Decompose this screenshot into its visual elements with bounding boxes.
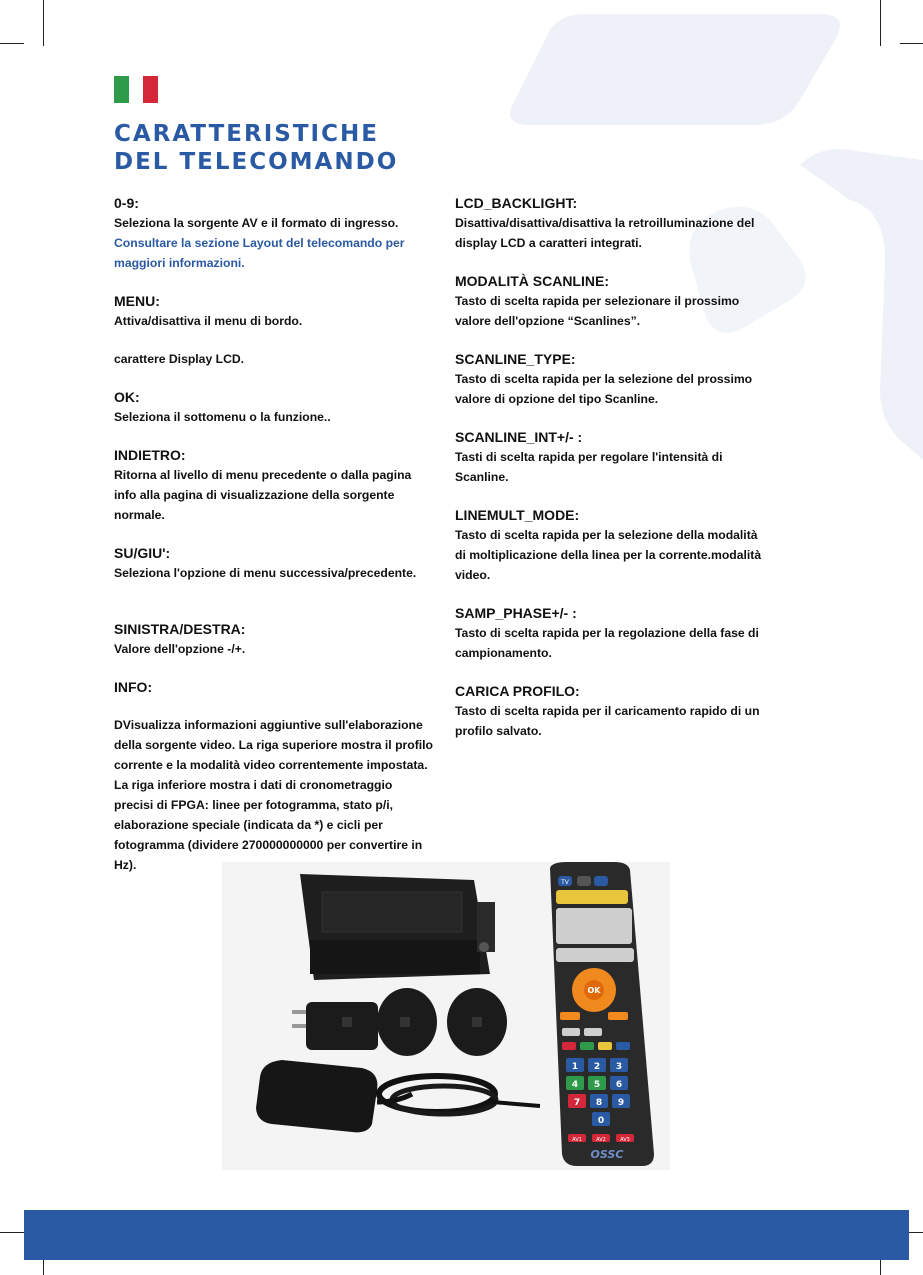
section-indietro (114, 445, 434, 525)
remote-av3-button: AV3 (620, 1137, 630, 1143)
section-text: Tasto di scelta rapida per la selezione della modalità di moltiplicazione della linea per la corrente.modalità video. (455, 528, 762, 582)
layout-reference-link[interactable]: Consultare la sezione Layout del telecomando per maggiori informazioni. (114, 236, 405, 270)
remote-key-3: 3 (615, 1062, 623, 1072)
section-su-giu (114, 543, 434, 583)
footer-bar (24, 1210, 909, 1260)
section-heading: OK: (114, 389, 140, 405)
section-heading: CARICA PROFILO: (455, 683, 580, 699)
product-illustration (222, 862, 670, 1170)
section-text: Seleziona l'opzione di menu successiva/precedente. (114, 566, 417, 580)
section-ok (114, 387, 434, 427)
section-heading: INFO: (114, 679, 153, 695)
section-samp-phase (455, 603, 765, 663)
remote-key-1: 1 (571, 1062, 579, 1072)
section-heading: LCD_BACKLIGHT: (455, 195, 578, 211)
right-column (455, 193, 765, 759)
section-sinistra-destra (114, 619, 434, 659)
crop-mark (0, 1232, 24, 1233)
section-modalita-scanline (455, 271, 765, 331)
section-heading: MENU: (114, 293, 160, 309)
remote-ok-button: OK (587, 986, 601, 995)
crop-mark (43, 0, 44, 46)
section-heading: 0-9: (114, 195, 139, 211)
section-text: Tasto di scelta rapida per la selezione del prossimo valore di opzione del tipo Scanline. (455, 372, 753, 406)
section-text: Seleziona il sottomenu o la funzione.. (114, 410, 331, 424)
section-heading: SCANLINE_INT+/- : (455, 429, 583, 445)
remote-key-7: 7 (573, 1098, 581, 1108)
section-0-9 (114, 193, 434, 273)
title-line-2: DEL TELECOMANDO (114, 149, 399, 175)
section-scanline-type (455, 349, 765, 409)
section-linemult-mode (455, 505, 765, 585)
remote-key-8: 8 (595, 1098, 603, 1108)
section-text: Seleziona la sorgente AV e il formato di ingresso. (114, 216, 399, 230)
section-text: Attiva/disattiva il menu di bordo. (114, 314, 303, 328)
section-heading: INDIETRO: (114, 447, 186, 463)
section-heading: SCANLINE_TYPE: (455, 351, 576, 367)
crop-mark (0, 43, 24, 44)
section-heading: SINISTRA/DESTRA: (114, 621, 246, 637)
section-scanline-int (455, 427, 765, 487)
left-column (114, 193, 434, 893)
remote-key-2: 2 (593, 1062, 601, 1072)
flag-white-stripe (129, 76, 144, 103)
remote-key-6: 6 (615, 1080, 623, 1090)
title-line-1: CARATTERISTICHE (114, 121, 379, 147)
section-carica-profilo (455, 681, 765, 741)
section-text: carattere Display LCD. (114, 352, 245, 366)
section-info-description (114, 715, 434, 875)
section-text: Tasto di scelta rapida per il caricamento rapido di un profilo salvato. (455, 704, 760, 738)
flag-green-stripe (114, 76, 129, 103)
italian-flag (114, 76, 158, 103)
section-heading: LINEMULT_MODE: (455, 507, 580, 523)
ossc-device-image (300, 874, 495, 980)
remote-key-0: 0 (597, 1116, 605, 1126)
section-lcd-fragment (114, 349, 434, 369)
section-text: Tasto di scelta rapida per la regolazione della fase di campionamento. (455, 626, 759, 660)
remote-key-9: 9 (617, 1098, 625, 1108)
section-info (114, 677, 434, 697)
section-text: DVisualizza informazioni aggiuntive sull'elaborazione della sorgente video. La riga superiore mostra il profilo corrente e la modalità video correntemente impostata. La riga inferiore mostra i dati di cronometraggio precisi di FPGA: linee per fotogramma, stato p/i, elaborazione speciale (indicata da *) e cicli per fotogramma (dividere 270000000000 per convertire in Hz). (114, 718, 433, 872)
section-menu (114, 291, 434, 331)
section-text: Tasti di scelta rapida per regolare l'intensità di Scanline. (455, 450, 723, 484)
remote-av2-button: AV2 (596, 1137, 606, 1143)
section-heading: MODALITÀ SCANLINE: (455, 273, 609, 289)
section-lcd-backlight (455, 193, 765, 253)
product-photo (222, 862, 670, 1170)
page-title (114, 120, 398, 176)
remote-tv-button: TV (561, 879, 569, 886)
remote-key-4: 4 (571, 1080, 579, 1090)
section-text: Ritorna al livello di menu precedente o dalla pagina info alla pagina di visualizzazione della sorgente normale. (114, 468, 412, 522)
section-text: Valore dell'opzione -/+. (114, 642, 246, 656)
section-heading: SAMP_PHASE+/- : (455, 605, 577, 621)
flag-red-stripe (143, 76, 158, 103)
remote-av1-button: AV1 (572, 1137, 582, 1143)
section-text: Tasto di scelta rapida per selezionare il prossimo valore dell'opzione “Scanlines”. (455, 294, 740, 328)
remote-brand-logo: OSSC (590, 1148, 624, 1161)
remote-key-5: 5 (593, 1080, 601, 1090)
section-text: Disattiva/disattiva/disattiva la retroilluminazione del display LCD a caratteri integrati. (455, 216, 755, 250)
section-heading: SU/GIU': (114, 545, 171, 561)
